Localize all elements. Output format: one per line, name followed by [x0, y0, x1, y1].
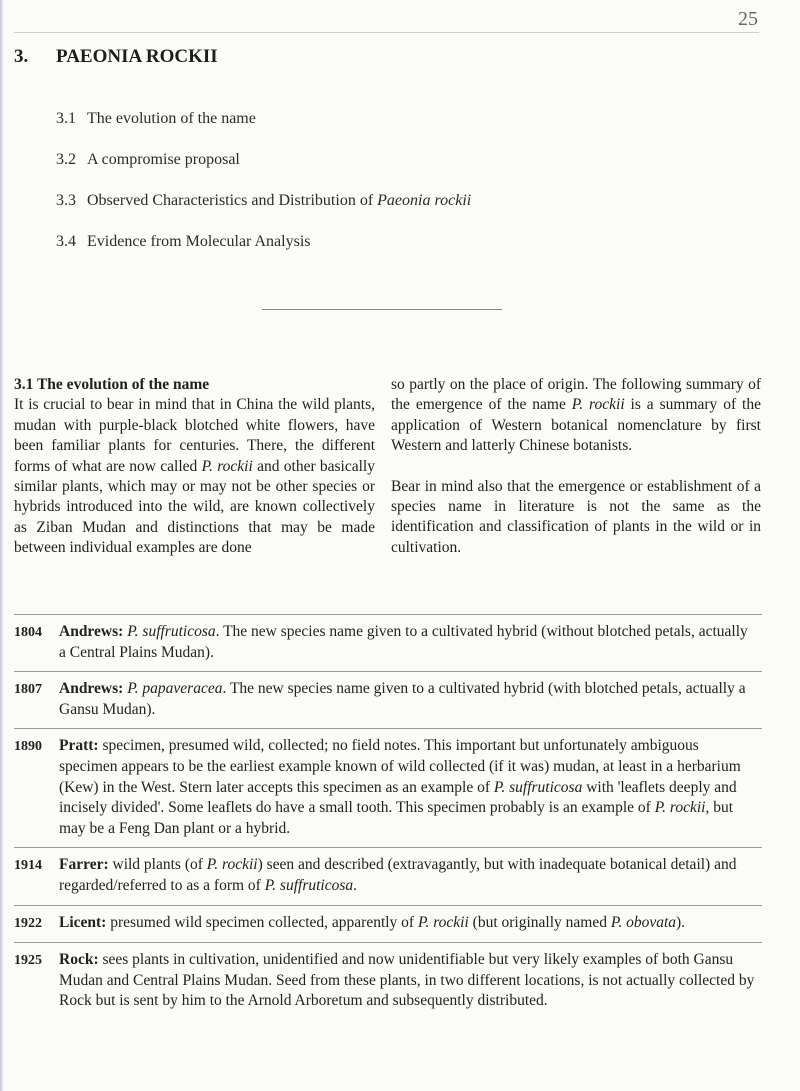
paragraph: It is crucial to bear in mind that in China the wild plants, mudan with purple-black blotched white flowers, have been familiar plants for centuries. There, the different forms of what are now called P. rockii and other basically similar plants, which may or may not be other species or hybrids introduced into the wild, are known collectively as Ziban Mudan and distinctions that may be made between individual examples are done: [14, 396, 375, 557]
timeline-year: 1922: [14, 915, 42, 931]
timeline-entry: [14, 942, 762, 1020]
timeline-entry: [14, 905, 762, 943]
page-number: 25: [738, 8, 758, 30]
timeline-entry: [14, 614, 762, 671]
paragraph: so partly on the place of origin. The following summary of the emergence of the name P. rockii is a summary of the application of Western botanical nomenclature by first Western and latterly Chinese botanists.: [391, 376, 761, 455]
timeline: [14, 614, 762, 1020]
timeline-entry: [14, 847, 762, 904]
timeline-text-part: wild plants (of: [108, 856, 207, 874]
timeline-year: 1890: [14, 739, 42, 755]
timeline-year: 1804: [14, 625, 42, 640]
timeline-text-part: . The new species name given to a cultivated hybrid (with blotched petals, actually a Gansu Mudan).: [59, 680, 746, 718]
timeline-text-part: ).: [676, 913, 686, 931]
timeline-text-part: , but may be a Feng Dan plant or a hybrid.: [59, 799, 734, 837]
timeline-entry: [14, 671, 762, 728]
toc-item: [56, 151, 656, 192]
timeline-text-part: .: [353, 876, 357, 894]
toc-item: [56, 192, 656, 233]
text-column-left: [14, 375, 375, 559]
timeline-name: Licent:: [59, 913, 107, 931]
toc-number: 3.3: [56, 192, 76, 209]
species-name: P. rockii: [206, 856, 258, 874]
timeline-year: 1914: [14, 858, 42, 874]
section-divider: [262, 309, 502, 310]
species-name: P. suffruticosa: [264, 876, 354, 894]
toc-number: 3.4: [56, 233, 76, 250]
toc-number: 3.2: [56, 151, 76, 168]
toc-text-italic: Paeonia rockii: [377, 192, 472, 209]
species-name: P. rockii: [654, 799, 706, 817]
timeline-year: 1925: [14, 953, 42, 969]
timeline-text-part: . The new species name given to a cultivated hybrid (without blotched petals, actually a Central Plains Mudan).: [59, 623, 748, 661]
timeline-name: Pratt:: [59, 737, 99, 755]
timeline-text: [59, 950, 762, 1012]
timeline-text: [59, 622, 762, 663]
page-edge: [0, 0, 3, 1091]
toc-text: A compromise proposal: [87, 151, 240, 168]
chapter-title: [14, 46, 218, 68]
chapter-number: 3.: [14, 46, 29, 67]
toc-number: 3.1: [56, 110, 76, 127]
timeline-text-part: sees plants in cultivation, unidentified and now unidentifiable but very likely examples of both Gansu Mudan and Central Plains Mudan. Seed from these plants, in two different locations, is not actually collected by Rock but is sent by him to the Arnold Arboretum and subsequently distributed.: [59, 951, 755, 1010]
timeline-text-part: with 'leaflets deeply and incisely divided'. Some leaflets do have a small tooth. This specimen probably is an example of: [59, 778, 737, 817]
toc-text: The evolution of the name: [87, 110, 256, 127]
timeline-text: [59, 913, 762, 935]
text-column-right: [391, 375, 761, 558]
toc-item: [56, 110, 656, 151]
paragraph: Bear in mind also that the emergence or establishment of a species name in literature is not the same as the identification and classification of plants in the wild or in cultivation.: [391, 477, 761, 556]
species-name: P. obovata: [610, 913, 677, 931]
timeline-text-part: presumed wild specimen collected, apparently of: [106, 913, 418, 931]
header-rule: [14, 32, 759, 33]
timeline-name: Rock:: [59, 951, 99, 969]
toc-text: Evidence from Molecular Analysis: [87, 233, 311, 250]
timeline-text: [59, 855, 762, 896]
timeline-name: Andrews:: [59, 680, 124, 698]
species-name: P. rockii: [417, 913, 469, 931]
species-name: P. papaveracea: [127, 680, 223, 698]
timeline-text: [59, 679, 762, 720]
timeline-year: 1807: [14, 682, 42, 698]
timeline-text-part: specimen, presumed wild, collected; no field notes. This important but unfortunately ambiguous specimen appears to be the earliest example known of wild collected (if it was) mudan, at least in a herbarium (Kew) in the West. Stern later accepts this specimen as an example of: [59, 737, 741, 796]
chapter-title-text: PAEONIA ROCKII: [56, 46, 218, 67]
timeline-text: [59, 736, 762, 839]
timeline-text-part: ) seen and described (extravagantly, but with inadequate botanical detail) and regarded/referred to as a form of: [59, 856, 737, 894]
section-heading: 3.1 The evolution of the name: [14, 376, 210, 393]
timeline-text-part: (but originally named: [468, 913, 611, 931]
species-name: P. suffruticosa: [493, 778, 583, 796]
timeline-entry: [14, 728, 762, 847]
species-name: P. suffruticosa: [127, 623, 216, 640]
timeline-name: Andrews:: [59, 623, 124, 640]
toc-text: Observed Characteristics and Distribution of: [87, 192, 378, 209]
toc-item: [56, 233, 656, 274]
timeline-name: Farrer:: [59, 856, 109, 874]
table-of-contents: [56, 110, 656, 274]
